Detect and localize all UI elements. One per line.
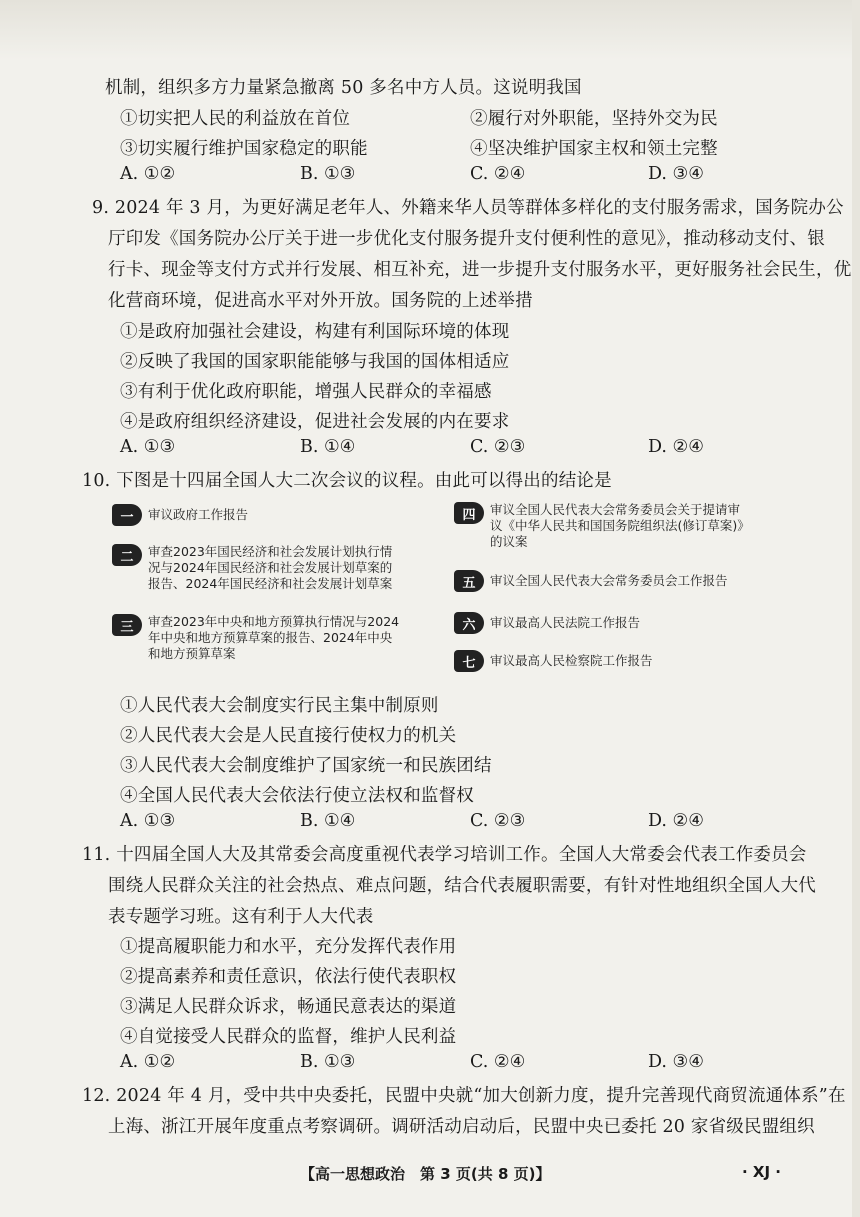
q11-stem-line1: 11. 十四届全国人大及其常委会高度重视代表学习培训工作。全国人大常委会代表工作委员会: [82, 845, 807, 865]
q11-option-2: ②提高素养和责任意识，依法行使代表职权: [120, 967, 457, 987]
agenda-item-4: [454, 502, 750, 550]
q10-option-2: ②人民代表大会是人民直接行使权力的机关: [120, 726, 457, 746]
q8-option-1: ①切实把人民的利益放在首位: [120, 109, 351, 129]
scan-shadow: [0, 0, 860, 60]
q9-choice-d: D. ②④: [648, 437, 704, 457]
agenda-text-3: 审查2023年中央和地方预算执行情况与2024 年中央和地方预算草案的报告、2024年中央 和地方预算草案: [148, 614, 400, 661]
footer-code: · XJ ·: [742, 1163, 781, 1181]
agenda-badge-3: 三: [112, 614, 142, 636]
q8-option-3: ③切实履行维护国家稳定的职能: [120, 139, 368, 159]
q8-option-4: ④坚决维护国家主权和领土完整: [470, 139, 718, 159]
footer-page-info: 【高一思想政治 第 3 页(共 8 页)】: [300, 1165, 551, 1183]
q8-option-2: ②履行对外职能，坚持外交为民: [470, 109, 718, 129]
q10-option-4: ④全国人民代表大会依法行使立法权和监督权: [120, 786, 474, 806]
q12-stem-line2: 上海、浙江开展年度重点考察调研。调研活动启动后，民盟中央已委托 20 家省级民盟组织: [108, 1117, 815, 1137]
agenda-text-6: 审议最高人民法院工作报告: [490, 615, 641, 630]
q9-option-3: ③有利于优化政府职能，增强人民群众的幸福感: [120, 382, 492, 402]
q10-choice-b: B. ①④: [300, 811, 356, 831]
agenda-item-5: [454, 570, 728, 592]
agenda-text-4: 审议全国人民代表大会常务委员会关于提请审 议《中华人民共和国国务院组织法(修订草案)》 的议案: [490, 502, 750, 549]
agenda-badge-2: 二: [112, 544, 142, 566]
q9-option-2: ②反映了我国的国家职能能够与我国的国体相适应: [120, 352, 510, 372]
q11-option-3: ③满足人民群众诉求，畅通民意表达的渠道: [120, 997, 457, 1017]
q11-option-4: ④自觉接受人民群众的监督，维护人民利益: [120, 1027, 457, 1047]
q8-choice-a: A. ①②: [120, 164, 176, 184]
q9-option-4: ④是政府组织经济建设，促进社会发展的内在要求: [120, 412, 510, 432]
q9-choice-a: A. ①③: [120, 437, 176, 457]
q12-stem-line1: 12. 2024 年 4 月，受中共中央委托，民盟中央就“加大创新力度，提升完善现代商贸流通体系”在: [82, 1086, 846, 1106]
agenda-text-7: 审议最高人民检察院工作报告: [490, 653, 653, 668]
agenda-item-2: [112, 544, 392, 592]
agenda-badge-7: 七: [454, 650, 484, 672]
agenda-figure: [108, 492, 796, 680]
q8-choice-d: D. ③④: [648, 164, 704, 184]
q10-choice-d: D. ②④: [648, 811, 704, 831]
agenda-item-7: [454, 650, 653, 672]
q9-stem-line4: 化营商环境，促进高水平对外开放。国务院的上述举措: [108, 291, 533, 311]
q11-choice-a: A. ①②: [120, 1052, 176, 1072]
q9-option-1: ①是政府加强社会建设，构建有利国际环境的体现: [120, 322, 510, 342]
q11-stem-line3: 表专题学习班。这有利于人大代表: [108, 907, 374, 927]
q11-choice-c: C. ②④: [470, 1052, 526, 1072]
q9-choice-b: B. ①④: [300, 437, 356, 457]
q10-option-3: ③人民代表大会制度维护了国家统一和民族团结: [120, 756, 492, 776]
agenda-badge-6: 六: [454, 612, 484, 634]
q11-option-1: ①提高履职能力和水平，充分发挥代表作用: [120, 937, 457, 957]
page-edge: [852, 0, 860, 1217]
q9-choice-c: C. ②③: [470, 437, 526, 457]
q11-choice-b: B. ①③: [300, 1052, 356, 1072]
agenda-badge-4: 四: [454, 502, 484, 524]
q11-stem-line2: 围绕人民群众关注的社会热点、难点问题，结合代表履职需要，有针对性地组织全国人大代: [108, 876, 816, 896]
q9-stem-line2: 厅印发《国务院办公厅关于进一步优化支付服务提升支付便利性的意见》，推动移动支付、银: [108, 229, 825, 249]
q10-choice-a: A. ①③: [120, 811, 176, 831]
agenda-text-2: 审查2023年国民经济和社会发展计划执行情 况与2024年国民经济和社会发展计划草案的 报告、2024年国民经济和社会发展计划草案: [148, 544, 393, 591]
agenda-text-1: 审议政府工作报告: [148, 507, 249, 522]
q9-stem-line3: 行卡、现金等支付方式并行发展、相互补充，进一步提升支付服务水平，更好服务社会民生，优: [108, 260, 852, 280]
agenda-text-5: 审议全国人民代表大会常务委员会工作报告: [490, 573, 728, 588]
q8-choice-b: B. ①③: [300, 164, 356, 184]
q9-stem-line1: 9. 2024 年 3 月，为更好满足老年人、外籍来华人员等群体多样化的支付服务需求，国务院办公: [92, 198, 844, 218]
q8-stem-tail: 机制，组织多方力量紧急撤离 50 多名中方人员。这说明我国: [105, 78, 582, 98]
agenda-item-6: [454, 612, 640, 634]
agenda-badge-5: 五: [454, 570, 484, 592]
q10-choice-c: C. ②③: [470, 811, 526, 831]
agenda-badge-1: 一: [112, 504, 142, 526]
agenda-item-3: [112, 614, 399, 662]
q10-stem: 10. 下图是十四届全国人大二次会议的议程。由此可以得出的结论是: [82, 471, 612, 491]
q11-choice-d: D. ③④: [648, 1052, 704, 1072]
q10-option-1: ①人民代表大会制度实行民主集中制原则: [120, 696, 439, 716]
agenda-item-1: [112, 504, 248, 526]
q8-choice-c: C. ②④: [470, 164, 526, 184]
